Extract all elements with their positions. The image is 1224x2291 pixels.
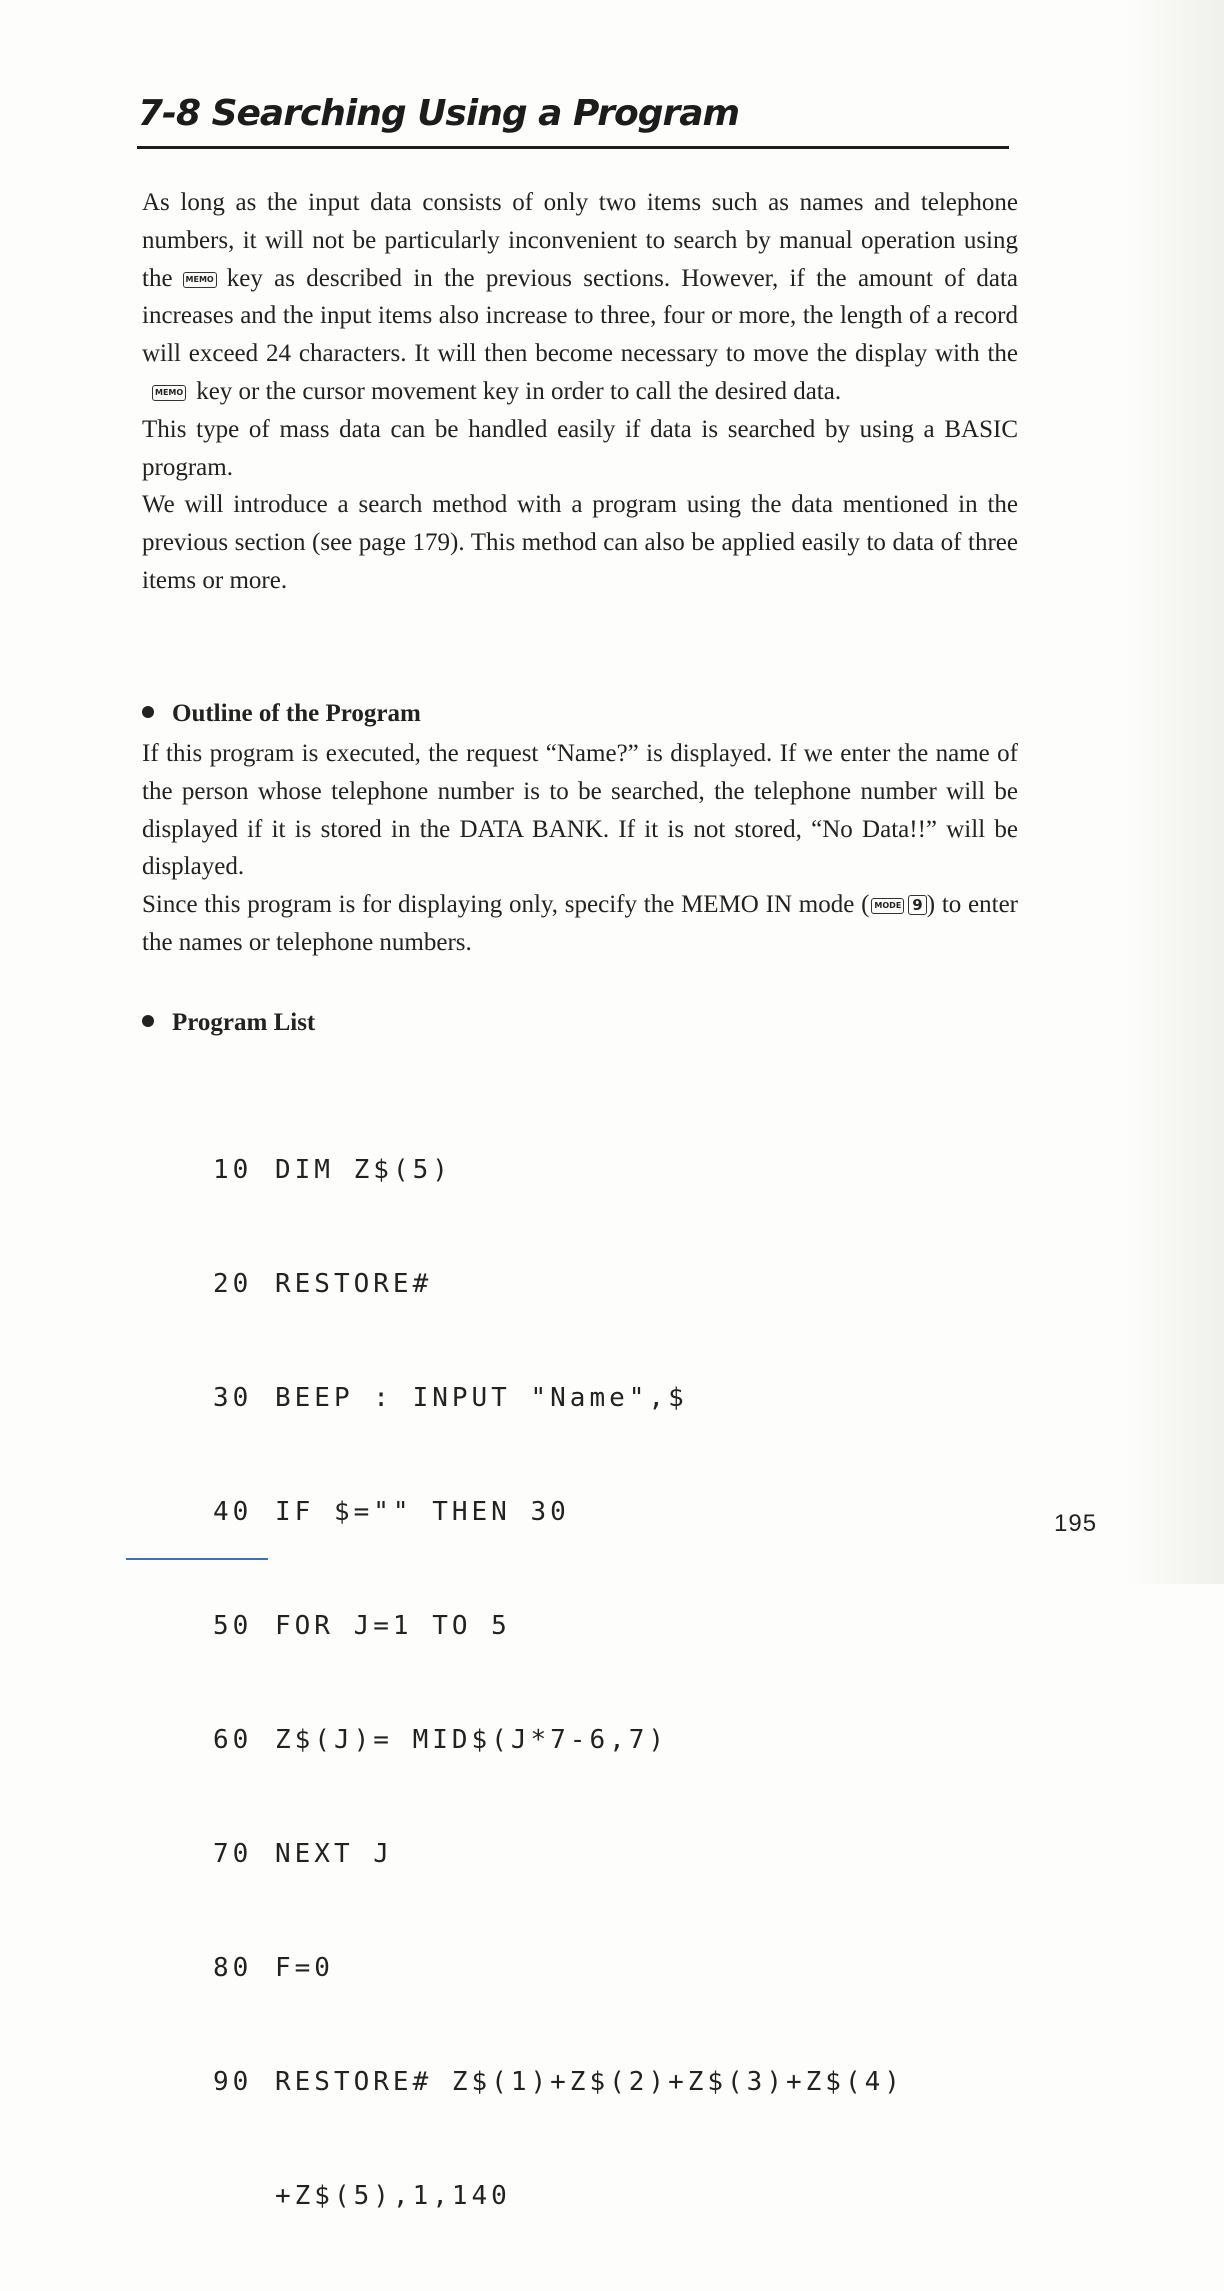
memo-key-icon: MEMO: [152, 385, 186, 401]
mode-key-icon: MODE: [871, 898, 904, 914]
intro-text: [142, 184, 1018, 600]
memo-key-icon: MEMO: [183, 272, 217, 288]
title-underline: [137, 146, 1009, 149]
section-title: 7-8 Searching Using a Program: [138, 93, 740, 134]
outline-paragraph-1: If this program is executed, the request “Name?” is displayed. If we enter the name of the person whose telephone number is to be searched, the telephone number will be displayed if it is stored in the DATA BANK. If it is not stored, “No Data!!” will be displayed.: [142, 740, 1018, 881]
code-line: 90 RESTORE# Z$(1)+Z$(2)+Z$(3)+Z$(4): [213, 2067, 904, 2097]
nine-key-icon: 9: [908, 895, 926, 915]
intro-paragraph-2: This type of mass data can be handled easily if data is searched by using a BASIC program.: [142, 415, 1018, 481]
footer-line: [126, 1558, 268, 1560]
page-number: 195: [1054, 1510, 1098, 1537]
code-line: 40 IF $="" THEN 30: [213, 1497, 570, 1527]
intro-paragraph-1: As long as the input data consists of only two items such as names and telephone numbers, it will not be particularly inconvenient to search by manual operation using the MEMO key as described in the previous sections. However, if the amount of data increases and the input items also increase to three, four or more, the length of a record will exceed 24 characters. It will then become necessary to move the display with theMEMO key or the cursor movement key in order to call the desired data.: [142, 189, 1018, 405]
code-line: 60 Z$(J)= MID$(J*7-6,7): [213, 1725, 669, 1755]
code-line: 30 BEEP : INPUT "Name",$: [213, 1383, 688, 1413]
outline-heading: Outline of the Program: [142, 700, 421, 728]
outline-text: [142, 735, 1018, 962]
bullet-icon: [142, 1015, 154, 1027]
code-line: 50 FOR J=1 TO 5: [213, 1611, 511, 1641]
code-line: 20 RESTORE#: [213, 1269, 433, 1299]
code-line: 10 DIM Z$(5): [213, 1155, 452, 1185]
bullet-icon: [142, 706, 154, 718]
intro-paragraph-3: We will introduce a search method with a program using the data mentioned in the previous section (see page 179). This method can also be applied easily to data of three items or more.: [142, 491, 1018, 594]
code-line: 80 F=0: [213, 1953, 334, 1983]
program-listing: [213, 1075, 904, 2291]
code-continuation-line: +Z$(5),1,140: [275, 2181, 511, 2211]
program-list-heading: Program List: [142, 1009, 315, 1037]
page-edge-shadow: [1124, 0, 1224, 1584]
code-line: 70 NEXT J: [213, 1839, 393, 1869]
outline-paragraph-2: Since this program is for displaying only, specify the MEMO IN mode ( MODE 9 ) to enter the names or telephone numbers.: [142, 891, 1019, 956]
